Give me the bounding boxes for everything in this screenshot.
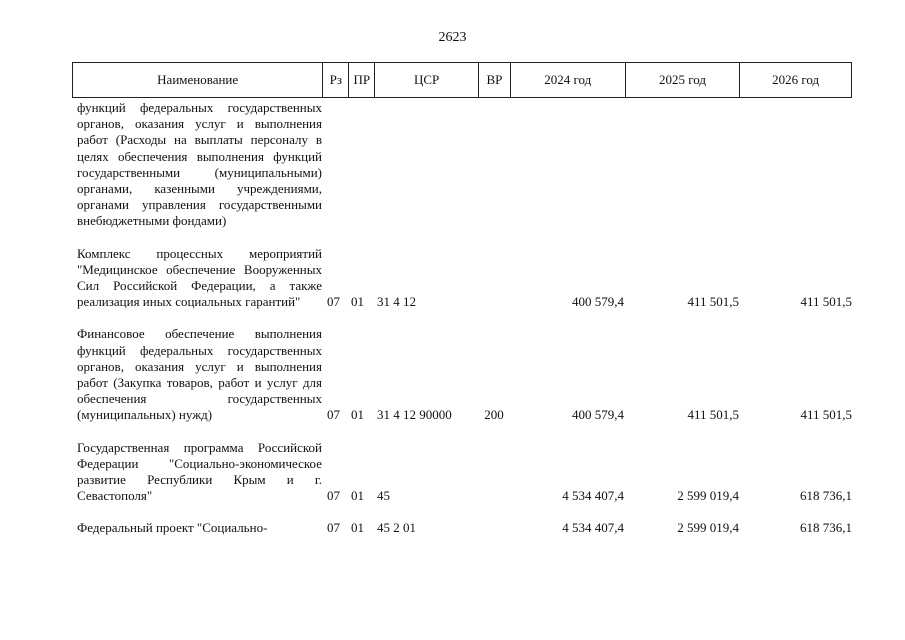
row-name: Комплекс процессных мероприятий "Медицинское обеспечение Вооруженных Сил Российской Федерации, а также реализация иных социальных гарантий" [77, 245, 322, 310]
row-2026: 411 501,5 [800, 294, 852, 310]
row-csr: 31 4 12 [377, 294, 416, 310]
row-csr: 31 4 12 90000 [377, 407, 452, 423]
row-rz: 07 [327, 294, 340, 310]
row-2026: 618 736,1 [800, 488, 852, 504]
table-row [72, 520, 852, 536]
table-row [72, 326, 852, 423]
header-vr: ВР [478, 63, 510, 97]
row-pr: 01 [351, 520, 364, 536]
row-2024: 400 579,4 [572, 294, 624, 310]
table-row [72, 100, 852, 230]
row-2025: 2 599 019,4 [677, 520, 739, 536]
row-2026: 618 736,1 [800, 520, 852, 536]
row-pr: 01 [351, 488, 364, 504]
row-vr: 200 [484, 407, 504, 423]
row-2025: 411 501,5 [687, 294, 739, 310]
table-row [72, 246, 852, 311]
table-row [72, 440, 852, 505]
header-pr: ПР [348, 63, 374, 97]
row-name: Государственная программа Российской Федерации "Социально-экономическое развитие Республики Крым и г. Севастополя" [77, 439, 322, 504]
table-body [72, 100, 852, 537]
row-rz: 07 [327, 520, 340, 536]
row-2025: 2 599 019,4 [677, 488, 739, 504]
row-name: Финансовое обеспечение выполнения функций федеральных государственных органов, оказания услуг и выполнения работ (Закупка товаров, работ и услуг для обеспечения государственных (муниципальных) нужд) [77, 326, 322, 423]
header-rz: Рз [322, 63, 348, 97]
row-csr: 45 [377, 488, 390, 504]
row-pr: 01 [351, 407, 364, 423]
header-2025: 2025 год [625, 63, 740, 97]
row-2024: 400 579,4 [572, 407, 624, 423]
row-pr: 01 [351, 294, 364, 310]
row-rz: 07 [327, 407, 340, 423]
row-2024: 4 534 407,4 [562, 520, 624, 536]
header-2024: 2024 год [510, 63, 625, 97]
row-2024: 4 534 407,4 [562, 488, 624, 504]
page-number: 2623 [438, 30, 467, 45]
row-name: Федеральный проект "Социально- [77, 520, 268, 536]
row-csr: 45 2 01 [377, 520, 416, 536]
row-name: функций федеральных государственных органов, оказания услуг и выполнения работ (Расходы на выплаты персоналу в целях обеспечения выполнения функций государственными (муниципальными) органами, казенными учреждениями, органами управления государственными внебюджетными фондами) [77, 100, 322, 229]
row-rz: 07 [327, 488, 340, 504]
header-name: Наименование [157, 72, 239, 87]
row-2026: 411 501,5 [800, 407, 852, 423]
row-2025: 411 501,5 [687, 407, 739, 423]
table-header [72, 62, 852, 98]
header-2026: 2026 год [739, 63, 851, 97]
header-csr: ЦСР [374, 63, 478, 97]
